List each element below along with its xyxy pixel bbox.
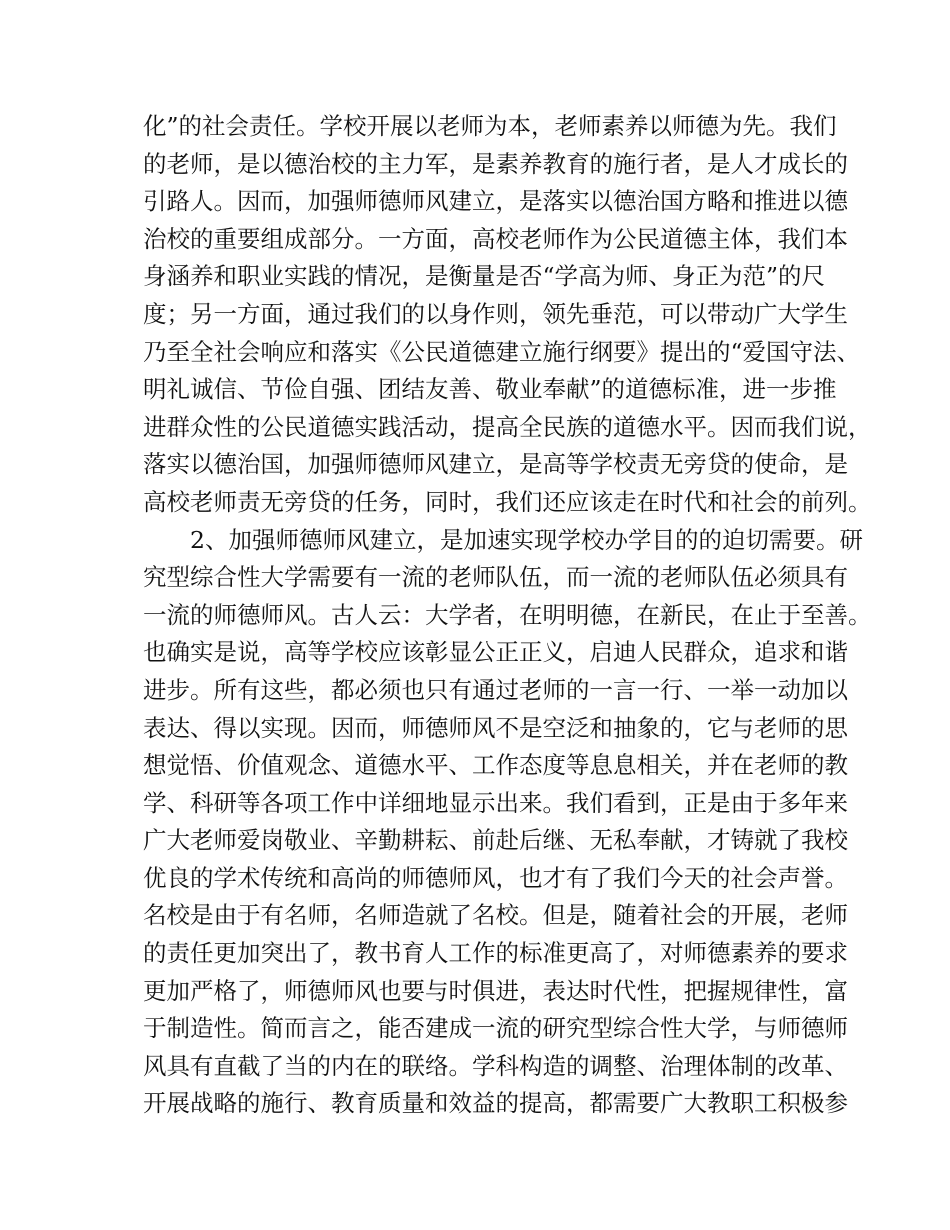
text-line: 也确实是说，高等学校应该彰显公正正义，启迪人民群众，追求和谐 [143, 638, 848, 667]
text-line: 化”的社会责任。学校开展以老师为本，老师素养以师德为先。我们 [143, 112, 837, 140]
text-line: 开展战略的施行、教育质量和效益的提高，都需要广大教职工积极参 [143, 1089, 848, 1118]
text-line: 优良的学术传统和高尚的师德师风，也才有了我们今天的社会声誉。 [143, 863, 848, 892]
text-line: 进步。所有这些，都必须也只有通过老师的一言一行、一举一动加以 [143, 675, 848, 704]
text-line: 想觉悟、价值观念、道德水平、工作态度等息息相关，并在老师的教 [143, 751, 848, 780]
text-line: 究型综合性大学需要有一流的老师队伍，而一流的老师队伍必须具有 [143, 563, 848, 592]
paragraph-start-line: 2、加强师德师风建立，是加速实现学校办学目的的迫切需要。研 [190, 525, 863, 554]
text-line: 广大老师爱岗敬业、辛勤耕耘、前赴后继、无私奉献，才铸就了我校 [143, 826, 848, 855]
text-line: 乃至全社会响应和落实《公民道德建立施行纲要》提出的“爱国守法、 [143, 337, 861, 366]
text-line: 明礼诚信、节俭自强、团结友善、敬业奉献”的道德标准，进一步推 [143, 375, 837, 404]
text-line: 表达、得以实现。因而，师德师风不是空泛和抽象的，它与老师的思 [143, 713, 848, 742]
body-text [143, 108, 872, 1123]
text-line: 的责任更加突出了，教书育人工作的标准更高了，对师德素养的要求 [143, 939, 848, 968]
text-line: 身涵养和职业实践的情况，是衡量是否“学高为师、身正为范”的尺 [143, 262, 826, 291]
text-line: 进群众性的公民道德实践活动，提高全民族的道德水平。因而我们说， [143, 412, 872, 441]
text-line: 的老师，是以德治校的主力军，是素养教育的施行者，是人才成长的 [143, 149, 848, 178]
text-line: 风具有直截了当的内在的联络。学科构造的调整、治理体制的改革、 [143, 1051, 848, 1080]
text-line: 度；另一方面，通过我们的以身作则，领先垂范，可以带动广大学生 [143, 299, 848, 328]
text-line: 高校老师责无旁贷的任务，同时，我们还应该走在时代和社会的前列。 [143, 487, 872, 516]
text-line: 于制造性。简而言之，能否建成一流的研究型综合性大学，与师德师 [143, 1014, 848, 1043]
text-line: 落实以德治国，加强师德师风建立，是高等学校责无旁贷的使命，是 [143, 450, 848, 479]
text-line: 治校的重要组成部分。一方面，高校老师作为公民道德主体，我们本 [143, 224, 848, 253]
text-line: 更加严格了，师德师风也要与时俱进，表达时代性，把握规律性，富 [143, 976, 848, 1005]
text-line: 学、科研等各项工作中详细地显示出来。我们看到，正是由于多年来 [143, 788, 848, 817]
text-line: 一流的师德师风。古人云：大学者，在明明德，在新民，在止于至善。 [143, 600, 872, 629]
text-line: 名校是由于有名师，名师造就了名校。但是，随着社会的开展，老师 [143, 901, 848, 930]
text-line: 引路人。因而，加强师德师风建立，是落实以德治国方略和推进以德 [143, 187, 848, 216]
